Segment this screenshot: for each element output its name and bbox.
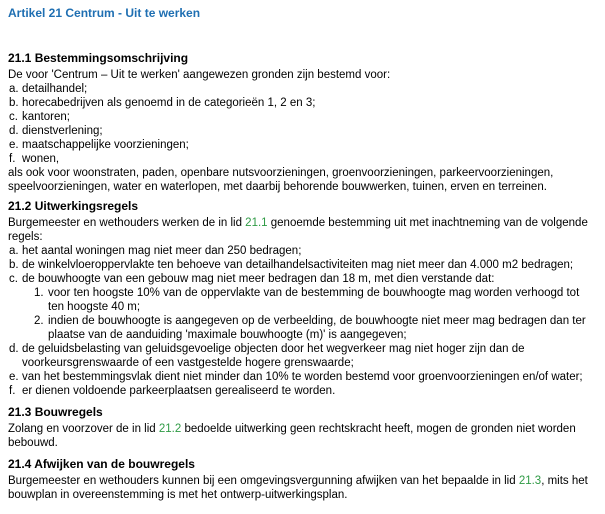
- list-item: [8, 384, 597, 398]
- list-marker: e.: [9, 139, 19, 151]
- list-marker: d.: [9, 343, 19, 355]
- list-item: [8, 272, 597, 342]
- list-marker: d.: [9, 125, 19, 137]
- list-marker: b.: [9, 259, 19, 271]
- body-text: , mits het bouwplan in overeenstemming is met het ontwerp-uitwerkingsplan.: [8, 475, 588, 501]
- list-marker: b.: [9, 97, 19, 109]
- section-21-4: [8, 457, 597, 502]
- section-intro: De voor 'Centrum – Uit te werken' aangewezen gronden zijn bestemd voor:: [8, 69, 391, 81]
- article-reference-link[interactable]: 21.1: [245, 217, 268, 229]
- body-text: Zolang en voorzover de in lid: [8, 423, 159, 435]
- list-item-text: het aantal woningen mag niet meer dan 250 bedragen;: [22, 245, 302, 257]
- section-heading: 21.1 Bestemmingsomschrijving: [8, 51, 189, 65]
- section-text: [8, 474, 597, 502]
- section-heading: 21.3 Bouwregels: [8, 405, 103, 419]
- list-item: [8, 342, 597, 370]
- section-heading: 21.4 Afwijken van de bouwregels: [8, 457, 195, 471]
- list-item-text: de geluidsbelasting van geluidsgevoelige objecten door het wegverkeer mag niet hoger zijn dan de voorkeursgrenswaarde of een vastgestelde hogere grenswaarde;: [22, 343, 525, 369]
- list-item-text: dienstverlening;: [22, 125, 103, 137]
- list-item-text: de winkelvloeroppervlakte ten behoeve van detailhandelsactiviteiten mag niet meer dan 4.000 m2 bedragen;: [22, 259, 574, 271]
- list-item-text: wonen,: [22, 153, 60, 165]
- section-21-1: [8, 51, 597, 194]
- list-marker: c.: [9, 111, 18, 123]
- list-item-text: detailhandel;: [22, 83, 88, 95]
- list-item: [8, 96, 597, 110]
- list-item: [8, 370, 597, 384]
- rules-list: [8, 244, 597, 398]
- list-marker: 1.: [34, 287, 44, 299]
- list-item: [8, 152, 597, 166]
- list-item: [8, 82, 597, 96]
- body-text: bedoelde uitwerking geen rechtskracht heeft, mogen de gronden niet worden bebouwd.: [8, 423, 576, 449]
- list-item: [8, 138, 597, 152]
- section-closing: als ook voor woonstraten, paden, openbare nutsvoorzieningen, groenvoorzieningen, parkeervoorzieningen, speelvoorzieningen, water en waterlopen, met daarbij behorende bouwwerken, tuinen, erven en terreinen.: [8, 167, 554, 193]
- sub-list-item: [8, 286, 597, 314]
- list-item: [8, 258, 597, 272]
- list-marker: a.: [9, 245, 19, 257]
- article-reference-link[interactable]: 21.2: [158, 423, 182, 435]
- section-21-3: [8, 405, 597, 450]
- article-title: Artikel 21 Centrum - Uit te werken: [8, 6, 201, 20]
- intro-text: genoemde bestemming uit met inachtneming van de volgende regels:: [8, 217, 588, 243]
- purpose-list: [8, 82, 597, 166]
- intro-text: Burgemeester en wethouders werken de in lid: [8, 217, 246, 229]
- list-marker: a.: [9, 83, 19, 95]
- list-item-text: indien de bouwhoogte is aangegeven op de verbeelding, de bouwhoogte niet meer mag bedragen dan ter plaatse van de aanduiding 'maximale bouwhoogte (m)' is aangegeven;: [48, 315, 586, 341]
- list-item-text: horecabedrijven als genoemd in de categorieën 1, 2 en 3;: [22, 97, 316, 109]
- list-marker: f.: [9, 385, 16, 397]
- list-marker: e.: [9, 371, 19, 383]
- list-item: [8, 110, 597, 124]
- list-marker: f.: [9, 153, 16, 165]
- sub-list-item: [8, 314, 597, 342]
- body-text: Burgemeester en wethouders kunnen bij een omgevingsvergunning afwijken van het bepaalde in lid: [8, 475, 519, 487]
- list-item-text: voor ten hoogste 10% van de oppervlakte van de bestemming de bouwhoogte mag worden verhoogd tot ten hoogste 40 m;: [48, 287, 580, 313]
- list-item-text: van het bestemmingsvlak dient niet minder dan 10% te worden bestemd voor groenvoorzieningen en/of water;: [22, 371, 583, 383]
- section-intro: [8, 216, 597, 244]
- list-item-text: maatschappelijke voorzieningen;: [22, 139, 189, 151]
- list-item: [8, 124, 597, 138]
- list-marker: 2.: [34, 315, 44, 327]
- section-text: [8, 422, 597, 450]
- section-21-2: [8, 199, 597, 398]
- article-reference-link[interactable]: 21.3: [518, 475, 542, 487]
- list-marker: c.: [9, 273, 18, 285]
- sub-list: [8, 286, 597, 342]
- list-item-text: kantoren;: [22, 111, 70, 123]
- list-item-text: er dienen voldoende parkeerplaatsen gerealiseerd te worden.: [22, 385, 336, 397]
- list-item: [8, 244, 597, 258]
- list-item-text: de bouwhoogte van een gebouw mag niet meer bedragen dan 18 m, met dien verstande dat:: [22, 273, 495, 285]
- section-heading: 21.2 Uitwerkingsregels: [8, 199, 139, 213]
